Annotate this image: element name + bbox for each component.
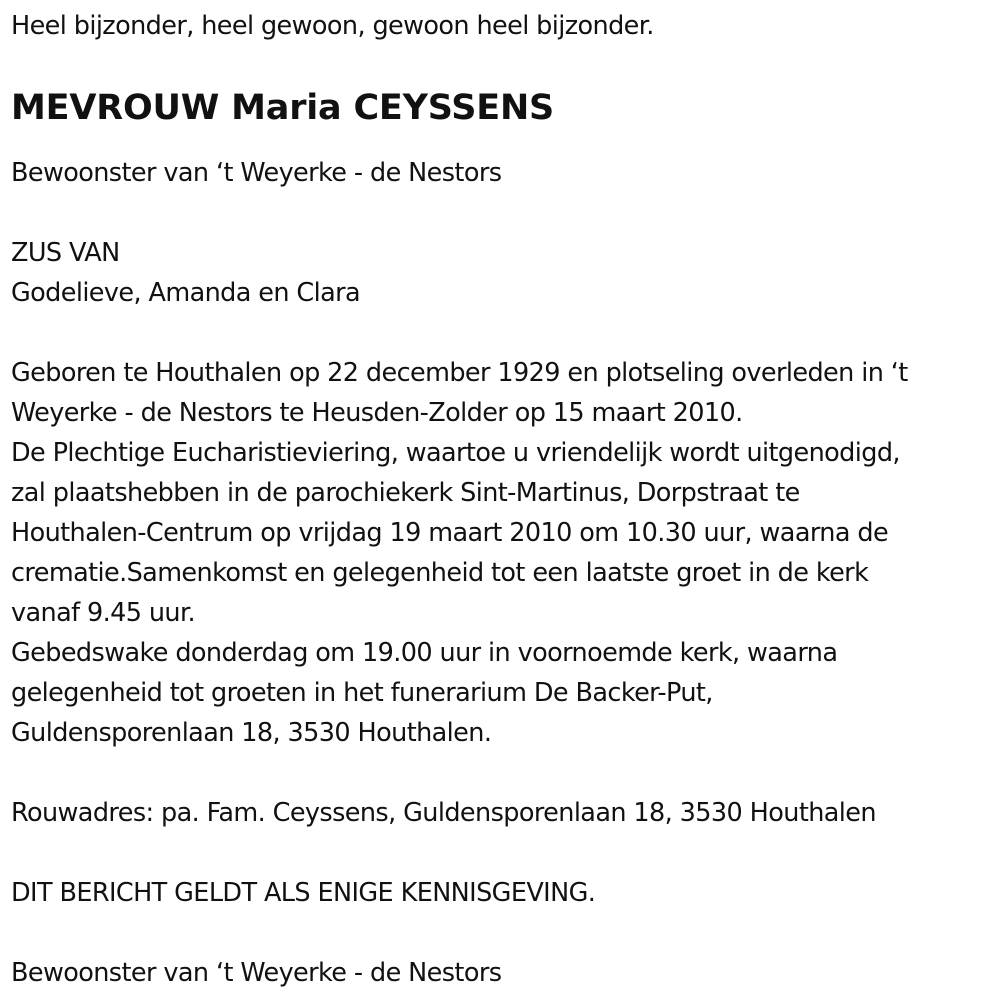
spacer: [11, 913, 991, 953]
spacer: [11, 313, 991, 353]
notice-body: [11, 353, 991, 753]
body-line: De Plechtige Eucharistieviering, waartoe u vriendelijk wordt uitgenodigd,: [11, 438, 900, 469]
spacer: [11, 753, 991, 793]
body-line: Weyerke - de Nestors te Heusden-Zolder op 15 maart 2010.: [11, 398, 743, 429]
notice-statement: DIT BERICHT GELDT ALS ENIGE KENNISGEVING.: [11, 878, 596, 909]
spacer: [11, 833, 991, 873]
sibling-heading: ZUS VAN: [11, 238, 120, 269]
body-line: zal plaatshebben in de parochiekerk Sint-Martinus, Dorpstraat te: [11, 478, 800, 509]
body-line: Guldensporenlaan 18, 3530 Houthalen.: [11, 718, 492, 749]
deceased-subtitle: Bewoonster van ‘t Weyerke - de Nestors: [11, 158, 502, 189]
deceased-name: MEVROUW Maria CEYSSENS: [11, 88, 555, 128]
body-line: vanaf 9.45 uur.: [11, 598, 196, 629]
body-line: gelegenheid tot groeten in het funerarium De Backer-Put,: [11, 678, 713, 709]
body-line: Houthalen-Centrum op vrijdag 19 maart 2010 om 10.30 uur, waarna de: [11, 518, 889, 549]
body-line: Gebedswake donderdag om 19.00 uur in voornoemde kerk, waarna: [11, 638, 838, 669]
body-line: Geboren te Houthalen op 22 december 1929 en plotseling overleden in ‘t: [11, 358, 908, 389]
death-notice: [11, 0, 991, 993]
mourning-address: Rouwadres: pa. Fam. Ceyssens, Guldensporenlaan 18, 3530 Houthalen: [11, 798, 876, 829]
closing-line: Bewoonster van ‘t Weyerke - de Nestors: [11, 958, 502, 989]
body-line: crematie.Samenkomst en gelegenheid tot een laatste groet in de kerk: [11, 558, 869, 589]
sibling-names: Godelieve, Amanda en Clara: [11, 278, 361, 309]
intro-text: Heel bijzonder, heel gewoon, gewoon heel bijzonder.: [11, 11, 654, 41]
spacer: [11, 193, 991, 233]
